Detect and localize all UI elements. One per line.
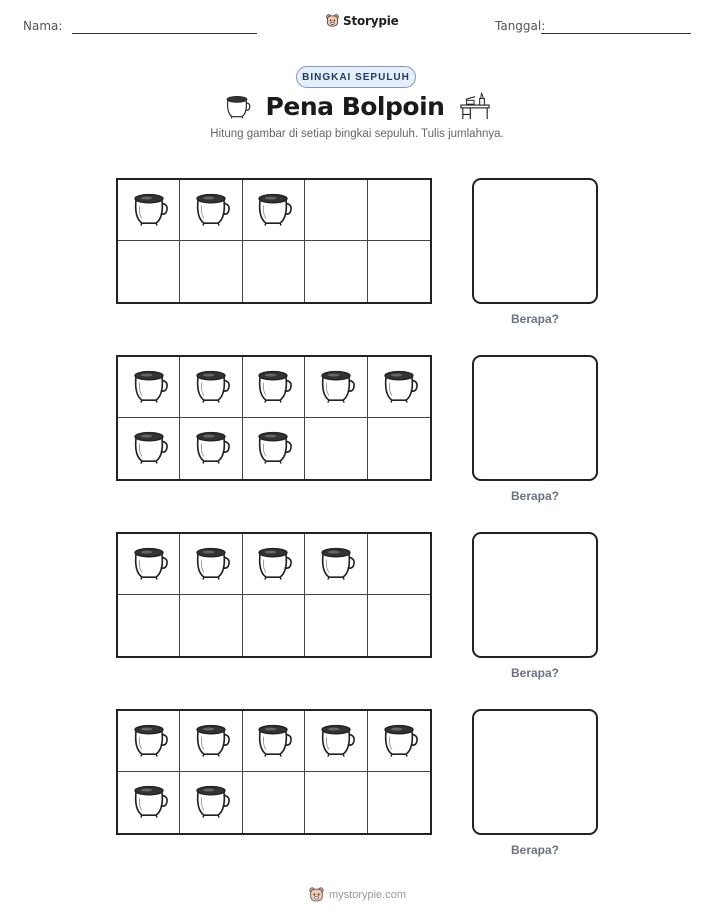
title-row: [0, 91, 714, 121]
ten-frame-cell: [368, 241, 430, 302]
pot-icon: [190, 365, 232, 410]
pot-icon: [252, 719, 294, 764]
ten-frame-cell: [118, 180, 180, 241]
storypie-logo: [325, 13, 399, 28]
answer-label: Berapa?: [510, 843, 560, 857]
ten-frame-cell: [180, 772, 242, 833]
pot-icon: [252, 188, 294, 233]
brand-name: Storypie: [343, 13, 399, 28]
ten-frame-cell: [180, 595, 242, 656]
ten-frame-cell: [305, 241, 367, 302]
ten-frame-cell: [243, 534, 305, 595]
name-line[interactable]: [72, 33, 257, 34]
ten-frame-cell: [305, 418, 367, 479]
ten-frame-cell: [305, 711, 367, 772]
ten-frame-cell: [368, 772, 430, 833]
ten-frame-cell: [118, 772, 180, 833]
pot-icon: [128, 426, 170, 471]
answer-box-2[interactable]: [472, 355, 598, 481]
pot-icon: [190, 542, 232, 587]
ten-frame-cell: [368, 180, 430, 241]
answer-label: Berapa?: [510, 666, 560, 680]
pot-icon: [190, 719, 232, 764]
ten-frame-cell: [305, 357, 367, 418]
pot-icon: [378, 719, 420, 764]
pot-icon: [378, 365, 420, 410]
pot-icon: [252, 426, 294, 471]
ten-frame-cell: [368, 711, 430, 772]
ten-frame-cell: [368, 418, 430, 479]
date-label: Tanggal:: [495, 19, 546, 33]
pot-icon: [128, 780, 170, 825]
worksheet-type-badge: BINGKAI SEPULUH: [296, 66, 416, 88]
pot-icon: [128, 188, 170, 233]
ten-frame-cell: [305, 534, 367, 595]
answer-box-3[interactable]: [472, 532, 598, 658]
ten-frame-cell: [118, 595, 180, 656]
ten-frame-2: [116, 355, 432, 481]
name-label: Nama:: [23, 19, 63, 33]
page-title: Pena Bolpoin: [265, 91, 445, 121]
ten-frame-cell: [180, 711, 242, 772]
ten-frame-cell: [118, 241, 180, 302]
bear-logo-icon: [325, 13, 340, 28]
ten-frame-cell: [180, 357, 242, 418]
ten-frame-cell: [180, 241, 242, 302]
ten-frame-cell: [180, 180, 242, 241]
footer-url: mystorypie.com: [328, 888, 407, 901]
ten-frame-cell: [305, 595, 367, 656]
ten-frame-cell: [243, 241, 305, 302]
footer: [0, 886, 714, 903]
ten-frame-cell: [243, 180, 305, 241]
answer-box-1[interactable]: [472, 178, 598, 304]
ten-frame-cell: [118, 534, 180, 595]
answer-box-4[interactable]: [472, 709, 598, 835]
instructions: Hitung gambar di setiap bingkai sepuluh. Tulis jumlahnya.: [210, 128, 504, 140]
ten-frame-cell: [243, 595, 305, 656]
ten-frame-cell: [243, 357, 305, 418]
desk-pen-icon: [458, 91, 492, 121]
ten-frame-cell: [180, 418, 242, 479]
date-line[interactable]: [541, 33, 691, 34]
pot-icon: [315, 719, 357, 764]
pot-icon: [128, 542, 170, 587]
pot-icon: [190, 188, 232, 233]
ten-frame-3: [116, 532, 432, 658]
answer-label: Berapa?: [510, 312, 560, 326]
pot-icon: [252, 365, 294, 410]
pot-icon: [252, 542, 294, 587]
ten-frame-cell: [180, 534, 242, 595]
ten-frame-cell: [368, 357, 430, 418]
pot-icon: [128, 365, 170, 410]
ten-frame-cell: [118, 357, 180, 418]
ten-frame-cell: [118, 418, 180, 479]
ten-frame-cell: [118, 711, 180, 772]
pot-icon: [190, 780, 232, 825]
bear-logo-icon: [308, 886, 325, 903]
ten-frame-cell: [243, 772, 305, 833]
pot-icon: [222, 92, 252, 120]
ten-frame-cell: [243, 418, 305, 479]
pot-icon: [128, 719, 170, 764]
ten-frame-cell: [305, 180, 367, 241]
ten-frame-1: [116, 178, 432, 304]
ten-frame-cell: [243, 711, 305, 772]
pot-icon: [315, 542, 357, 587]
answer-label: Berapa?: [510, 489, 560, 503]
ten-frame-cell: [368, 534, 430, 595]
pot-icon: [190, 426, 232, 471]
ten-frame-cell: [305, 772, 367, 833]
ten-frame-4: [116, 709, 432, 835]
ten-frame-cell: [368, 595, 430, 656]
pot-icon: [315, 365, 357, 410]
